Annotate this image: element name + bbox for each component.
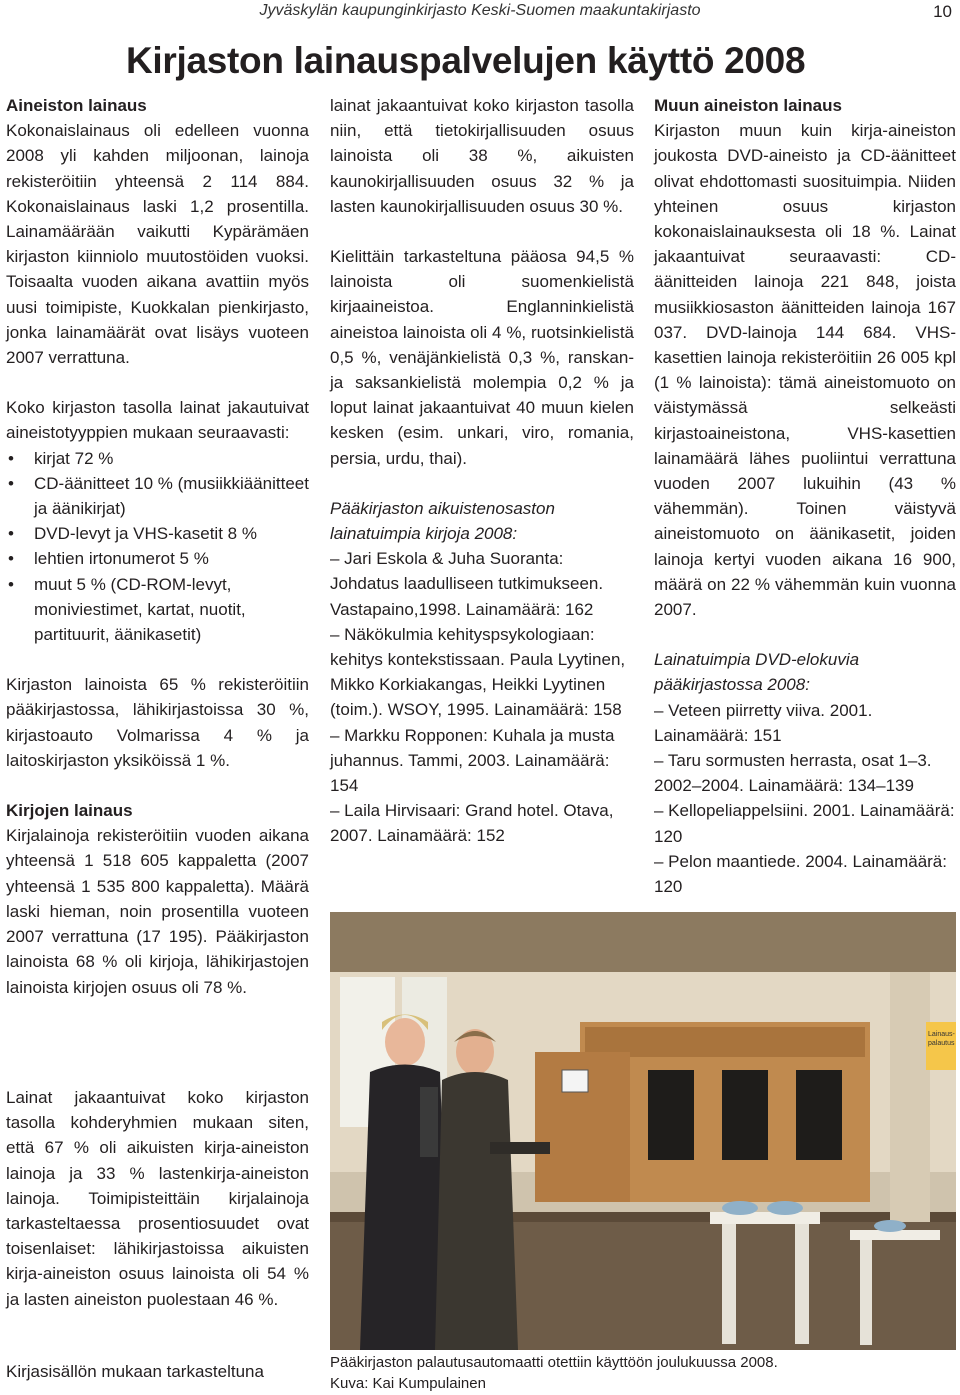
list-item: • lehtien irtonumerot 5 %	[6, 546, 309, 571]
paragraph: Kokonaislainaus oli edelleen vuonna 2008 yli kahden miljoonan, lainoja rekisteröitiin yhteensä 2 114 884. Kokonaislainaus laski 1,2 prosentilla. Lainamäärään vaikutti Kypärämäen kirjaston kiinniolo muutostöiden vuoksi. Toisaalta vuoden aikana avattiin myös uusi toimipiste, Kuokkalan pienkirjasto, jonka lainamäärät ovat lisäys vuoteen 2007 verrattuna.	[6, 121, 309, 368]
list-item: – Markku Ropponen: Kuhala ja musta juhannus. Tammi, 2003. Lainamäärä: 154	[330, 725, 615, 796]
paragraph: Kirjaston lainoista 65 % rekisteröitiin pääkirjastossa, lähikirjastoissa 30 %, kirjastoauto Volmarissa 4 % ja laitoskirjaston yksiköissä 1 %.	[6, 675, 309, 770]
photo-caption	[330, 1352, 956, 1394]
column-1	[6, 93, 309, 1000]
list-item: • kirjat 72 %	[6, 446, 309, 471]
paragraph: Koko kirjaston tasolla lainat jakautuivat aineistotyyppien mukaan seuraavasti:	[6, 398, 309, 443]
section-heading-aineiston-lainaus: Aineiston lainaus	[6, 96, 147, 115]
column-3	[654, 93, 956, 899]
list-item: – Pelon maantiede. 2004. Lainamäärä: 120	[654, 851, 947, 897]
list-item: – Jari Eskola & Juha Suoranta: Johdatus laadulliseen tutkimukseen. Vastapaino,1998. Lainamäärä: 162	[330, 549, 604, 619]
sign-text: Lainaus-palautus	[928, 1031, 955, 1047]
list-item: – Veteen piirretty viiva. 2001. Lainamäärä: 151	[654, 700, 873, 745]
material-type-list	[6, 446, 309, 648]
list-heading: Lainatuimpia DVD-elokuvia pääkirjastossa 2008:	[654, 650, 860, 695]
paragraph: Lainat jakaantuivat koko kirjaston tasolla kohderyhmien mukaan siten, että 67 % oli aikuisten kirja-aineiston lainoja ja 33 % lastenkirja-aineiston lainoja. Toimipisteittäin kirjalainoja tarkasteltaessa prosentiosuudet ovat toisenlaiset: lähikirjastoissa aikuisten kirja-aineiston osuus lainoista oli 54 % ja lasten aineiston puolestaan 46 %.	[6, 1088, 309, 1309]
paragraph: Kirjasisällön mukaan tarkasteltuna	[6, 1362, 264, 1381]
running-head: Jyväskylän kaupunginkirjasto Keski-Suomen maakuntakirjasto	[259, 2, 701, 19]
paragraph: lainat jakaantuivat koko kirjaston tasolla niin, että tietokirjallisuuden osuus lainoista oli 38 %, aikuisten kaunokirjallisuuden osuus 32 % ja lasten kaunokirjallisuuden osuus 30 %.	[330, 96, 634, 216]
list-heading: Pääkirjaston aikuistenosaston lainatuimpia kirjoja 2008:	[330, 498, 555, 544]
page-number: 10	[933, 2, 952, 21]
list-item: • muut 5 % (CD-ROM-levyt, moniviestimet, kartat, nuotit, partituurit, äänikasetit)	[6, 572, 309, 648]
list-item: – Laila Hirvisaari: Grand hotel. Otava, 2007. Lainamäärä: 152	[330, 801, 614, 846]
paragraph: Kirjaston muun kuin kirja-aineiston joukosta DVD-aineisto ja CD-äänitteet olivat ehdottomasti suosituimpia. Niiden yhteinen osuus kirjaston kokonaislainauksesta oli 18 %. Lainat jakaantuivat seuraavasti: CD-äänitteiden lainoja 221 848, joista musiikkiosaston äänitteiden lainoja 167 037. DVD-lainoja 144 684. VHS-kasettien lainoja rekisteröitiin 26 005 kpl (1 % lainoista): tämä aineistomuoto on väistymässä selkeästi kirjastoaineistona, VHS-kasettien lainamäärä lähes puoliintui verrattuna vuoden 2007 lukuihin (43 % vähemmän). Toinen väistyvä aineistomuoto on äänikasetit, joiden lainoja kertyi vuoden aikana 16 900, määrä on 22 % vähemmän kuin vuonna 2007.	[654, 121, 956, 620]
page-title: Kirjaston lainauspalvelujen käyttö 2008	[126, 40, 806, 81]
section-heading-muun-aineiston-lainaus: Muun aineiston lainaus	[654, 96, 842, 115]
paragraph: Kirjalainoja rekisteröitiin vuoden aikana yhteensä 1 518 605 kappaletta (2007 yhteensä 1 535 800 kappaletta). Määrä laski hieman, noin prosentilla vuoteen 2007 verrattuna (17 195). Pääkirjaston lainoista 68 % oli kirjoja, lähikirjastojen lainoista kirjojen osuus oli 78 %.	[6, 826, 309, 997]
photo-illustration	[330, 912, 956, 1350]
top-dvd-list	[654, 698, 956, 900]
list-item: – Näkökulmia kehityspsykologiaan: kehitys kontekstissaan. Paula Lyytinen, Mikko Korkiakangas, Heikki Lyytinen (toim.). WSOY, 1995. Lainamäärä: 158	[330, 624, 626, 720]
list-item: • CD-äänitteet 10 % (musiikkiäänitteet ja äänikirjat)	[6, 471, 309, 521]
list-item: • DVD-levyt ja VHS-kasetit 8 %	[6, 521, 309, 546]
caption-text: Pääkirjaston palautusautomaatti otettiin käyttöön joulukuussa 2008.	[330, 1354, 778, 1371]
library-return-machine-photo	[330, 912, 956, 1350]
list-item: – Kellopeliappelsiini. 2001. Lainamäärä: 120	[654, 801, 955, 846]
list-item: – Taru sormusten herrasta, osat 1–3. 2002–2004. Lainamäärä: 134–139	[654, 751, 932, 796]
photo-credit: Kuva: Kai Kumpulainen	[330, 1375, 486, 1392]
column-2	[330, 93, 634, 849]
top-books-list	[330, 546, 634, 848]
section-heading-kirjojen-lainaus: Kirjojen lainaus	[6, 801, 133, 821]
paragraph: Kielittäin tarkasteltuna pääosa 94,5 % lainoista oli suomenkielistä kirjaaineistoa. Englanninkielistä aineistoa lainoista oli 4 %, ruotsinkielistä 0,5 %, venäjänkielistä 0,3 %, ranskan- ja saksankielistä molempia 0,2 % ja loput lainat jakaantuivat 40 muun kielen kesken (esim. unkari, viro, romania, persia, urdu, thai).	[330, 247, 634, 468]
